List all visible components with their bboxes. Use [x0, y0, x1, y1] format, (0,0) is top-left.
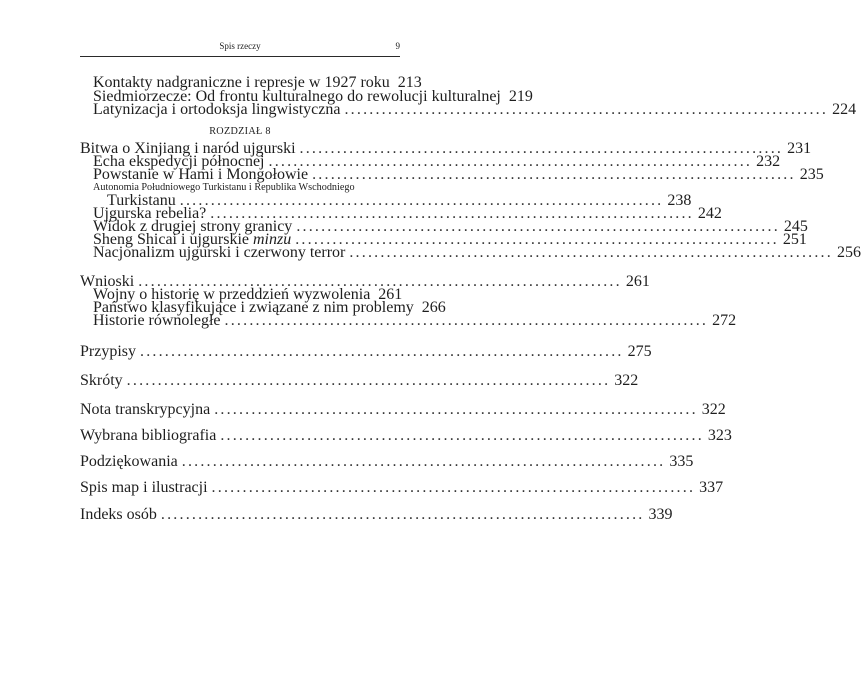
- toc-entry[interactable]: [93, 244, 861, 261]
- toc-entry-label: Indeks osób: [80, 506, 157, 523]
- running-head-page-number: 9: [395, 41, 400, 51]
- toc-leader: ..............................................................................: [210, 205, 694, 222]
- toc-entry[interactable]: [80, 343, 652, 360]
- toc-entry-page: 323: [707, 427, 732, 444]
- toc-entry-page: 224: [832, 101, 857, 118]
- toc-entry-label: Wojny o historię w przeddzień wyzwolenia: [93, 286, 371, 303]
- toc-entry-label: Spis map i ilustracji: [80, 479, 208, 496]
- toc-entry-label: Przypisy: [80, 343, 136, 360]
- toc-entry[interactable]: [93, 166, 824, 183]
- toc-entry-label: Latynizacja i ortodoksja lingwistyczna: [93, 101, 341, 118]
- toc-entry-page: 245: [783, 218, 808, 235]
- toc-leader: ..............................................................................: [296, 218, 780, 235]
- toc-entry-page: 232: [756, 153, 781, 170]
- running-head: [80, 41, 400, 55]
- toc-leader: ..............................................................................: [126, 372, 611, 389]
- toc-entry[interactable]: [80, 401, 726, 418]
- toc-entry-page: 213: [397, 74, 422, 91]
- toc-entry-page: 242: [697, 205, 722, 222]
- toc-leader: ..............................................................................: [179, 192, 664, 209]
- toc-entry-label: Wybrana bibliografia: [80, 427, 217, 444]
- toc-leader: ..............................................................................: [138, 273, 622, 290]
- toc-entry-label-italic: minzu: [252, 231, 292, 248]
- toc-entry-page: 266: [421, 299, 446, 316]
- toc-entry-label: Turkistanu: [107, 192, 176, 209]
- toc-entry-label: Wnioski: [80, 273, 135, 290]
- toc-leader: ..............................................................................: [224, 312, 709, 329]
- toc-entry-label: Widok z drugiej strony granicy: [93, 218, 293, 235]
- toc-entry-page: 272: [712, 312, 737, 329]
- toc-leader: ..............................................................................: [181, 453, 666, 470]
- toc-entry-label: Nota transkrypcyjna: [80, 401, 211, 418]
- toc-entry-label-pre: Sheng Shicai i ujgurskie: [93, 231, 253, 248]
- toc-entry-page: 335: [669, 453, 694, 470]
- toc-entry-label: Kontakty nadgraniczne i represje w 1927 roku: [93, 74, 390, 91]
- toc-entry[interactable]: [93, 312, 737, 329]
- toc-entry-page: 275: [627, 343, 652, 360]
- toc-entry-label: Państwo klasyfikujące i związane z nim problemy: [93, 299, 414, 316]
- toc-entry[interactable]: [80, 479, 724, 496]
- toc-entry-page: 337: [699, 479, 724, 496]
- toc-entry-label: Nacjonalizm ujgurski i czerwony terror: [93, 244, 346, 261]
- toc-entry-label: Ujgurska rebelia?: [93, 205, 207, 222]
- toc-leader: ..............................................................................: [140, 343, 624, 360]
- toc-entry-label: Podziękowania: [80, 453, 178, 470]
- toc-entry-page: 261: [378, 286, 403, 303]
- toc-entry-page: 238: [667, 192, 692, 209]
- toc-entry[interactable]: [80, 427, 732, 444]
- toc-entry-label: Bitwa o Xinjiang i naród ujgurski: [80, 140, 296, 157]
- toc-entry-page: 322: [614, 372, 639, 389]
- toc-entry-page: 219: [508, 88, 533, 105]
- toc-leader: ..............................................................................: [312, 166, 796, 183]
- toc-leader: ..............................................................................: [299, 140, 784, 157]
- toc-leader: ..............................................................................: [295, 231, 779, 248]
- toc-leader: ..............................................................................: [211, 479, 696, 496]
- toc-entry-page: 339: [648, 506, 673, 523]
- toc-entry-page: 235: [799, 166, 824, 183]
- toc-entry-page: 256: [836, 244, 861, 261]
- toc-entry[interactable]: [80, 372, 639, 389]
- toc-entry[interactable]: [93, 101, 857, 118]
- running-head-title: Spis rzeczy: [219, 41, 261, 51]
- toc-entry-label: Siedmiorzecze: Od frontu kulturalnego do rewolucji kulturalnej: [93, 88, 501, 105]
- toc-entry-page: 261: [625, 273, 650, 290]
- toc-entry-label: Echa ekspedycji północnej: [93, 153, 265, 170]
- toc-leader: ..............................................................................: [349, 244, 833, 261]
- toc-entry-page: 322: [701, 401, 726, 418]
- toc-entry-label: Historie równoległe: [93, 312, 221, 329]
- toc-leader: ..............................................................................: [160, 506, 645, 523]
- toc-entry-label-continued: Autonomia Południowego Turkistanu i Republika Wschodniego: [93, 182, 355, 193]
- toc-entry[interactable]: [80, 506, 673, 523]
- toc-leader: ..............................................................................: [214, 401, 698, 418]
- toc-leader: ..............................................................................: [344, 101, 829, 118]
- toc-entry-page: 231: [787, 140, 812, 157]
- chapter-heading: ROZDZIAŁ 8: [209, 126, 271, 137]
- toc-entry-label: Skróty: [80, 372, 123, 389]
- toc-entry[interactable]: [80, 453, 694, 470]
- toc-entry-label: Powstanie w Hami i Mongołowie: [93, 166, 309, 183]
- header-rule: [80, 56, 400, 57]
- toc-leader: ..............................................................................: [268, 153, 753, 170]
- toc-leader: ..............................................................................: [220, 427, 704, 444]
- toc-entry-page: 251: [782, 231, 807, 248]
